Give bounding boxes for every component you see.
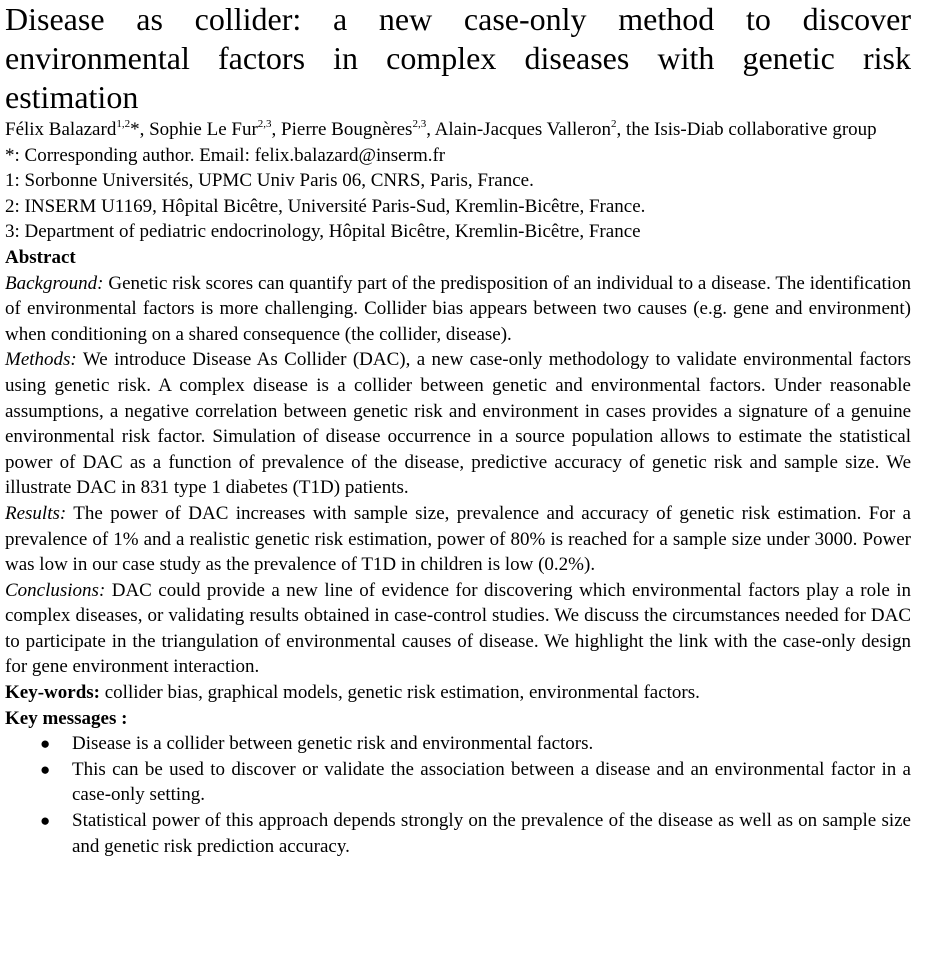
- author-name: Félix Balazard: [5, 119, 117, 140]
- bullet-icon: ●: [40, 811, 51, 831]
- abstract-conclusions: [5, 578, 911, 680]
- author-group: the Isis-Diab collaborative group: [626, 119, 877, 140]
- keywords-label: Key-words:: [5, 682, 100, 704]
- key-messages-heading: Key messages :: [5, 707, 128, 729]
- conclusions-label: Conclusions:: [5, 579, 106, 601]
- author-affiliation-sup: 1,2: [116, 117, 131, 130]
- list-item: [5, 808, 911, 859]
- conclusions-text: DAC could provide a new line of evidence for discovering which environmental factors play a role in complex diseases, or validating results obtained in case-control studies. We discuss the circumstances needed for DAC to participate in the triangulation of environmental causes of disease. We highlight the link with the case-only design for gene environment interaction.: [5, 579, 911, 678]
- corresponding-author: *: Corresponding author. Email: felix.balazard@inserm.fr: [5, 144, 446, 166]
- bullet-icon: ●: [40, 734, 51, 754]
- methods-label: Methods:: [5, 349, 77, 371]
- key-messages-list: [5, 731, 911, 859]
- paper-title: Disease as collider: a new case-only method to discover environmental factors in complex diseases with genetic risk estimation: [5, 1, 911, 115]
- author-suffix: ,: [271, 119, 277, 140]
- key-message-text: This can be used to discover or validate the association between a disease and an environmental factor in a case-only setting.: [72, 758, 911, 806]
- list-item: [5, 731, 911, 757]
- author-suffix: ,: [616, 119, 622, 140]
- key-message-text: Disease is a collider between genetic risk and environmental factors.: [72, 733, 594, 755]
- abstract-results: [5, 501, 911, 578]
- author-suffix: *,: [130, 119, 145, 140]
- affiliation-3: 3: Department of pediatric endocrinology, Hôpital Bicêtre, Kremlin-Bicêtre, France: [5, 221, 641, 243]
- author-list: [5, 117, 911, 143]
- author-name: Pierre Bougnères: [281, 119, 413, 140]
- key-message-text: Statistical power of this approach depends strongly on the prevalence of the disease as well as on sample size and genetic risk prediction accuracy.: [72, 810, 911, 857]
- background-label: Background:: [5, 272, 104, 294]
- bullet-icon: ●: [40, 759, 51, 779]
- author-affiliation-sup: 2,3: [412, 117, 427, 130]
- affiliation-2: 2: INSERM U1169, Hôpital Bicêtre, Université Paris-Sud, Kremlin-Bicêtre, France.: [5, 195, 646, 217]
- background-text: Genetic risk scores can quantify part of the predisposition of an individual to a disease. The identification of environmental factors is more challenging. Collider bias appears between two causes (e.g. gene and environment) when conditioning on a shared consequence (the collider, disease).: [5, 272, 912, 345]
- keywords: [5, 680, 911, 706]
- author-affiliation-sup: 2,3: [257, 117, 272, 130]
- methods-text: We introduce Disease As Collider (DAC), a new case-only methodology to validate environmental factors using genetic risk. A complex disease is a collider between genetic and environmental factors. Under reasonable assumptions, a negative correlation between genetic risk and environment in cases provides a signature of a genuine environmental risk factor. Simulation of disease occurrence in a source population allows to estimate the statistical power of DAC as a function of prevalence of the disease, predictive accuracy of genetic risk and sample size. We illustrate DAC in 831 type 1 diabetes (T1D) patients.: [5, 349, 911, 499]
- author-name: Sophie Le Fur: [149, 119, 258, 140]
- abstract-background: [5, 271, 911, 348]
- affiliation-1: 1: Sorbonne Universités, UPMC Univ Paris 06, CNRS, Paris, France.: [5, 170, 534, 192]
- abstract-methods: [5, 347, 911, 501]
- results-label: Results:: [5, 502, 67, 524]
- keywords-text: collider bias, graphical models, genetic risk estimation, environmental factors.: [104, 682, 700, 704]
- author-name: Alain-Jacques Valleron: [434, 119, 612, 140]
- list-item: [5, 757, 911, 808]
- author-affiliation-sup: 2: [611, 117, 617, 130]
- author-suffix: ,: [426, 119, 431, 140]
- results-text: The power of DAC increases with sample size, prevalence and accuracy of genetic risk estimation. For a prevalence of 1% and a realistic genetic risk estimation, power of 80% is reached for a sample size under 3000. Power was low in our case study as the prevalence of T1D in children is low (0.2%).: [5, 502, 911, 576]
- abstract-heading: Abstract: [5, 246, 76, 268]
